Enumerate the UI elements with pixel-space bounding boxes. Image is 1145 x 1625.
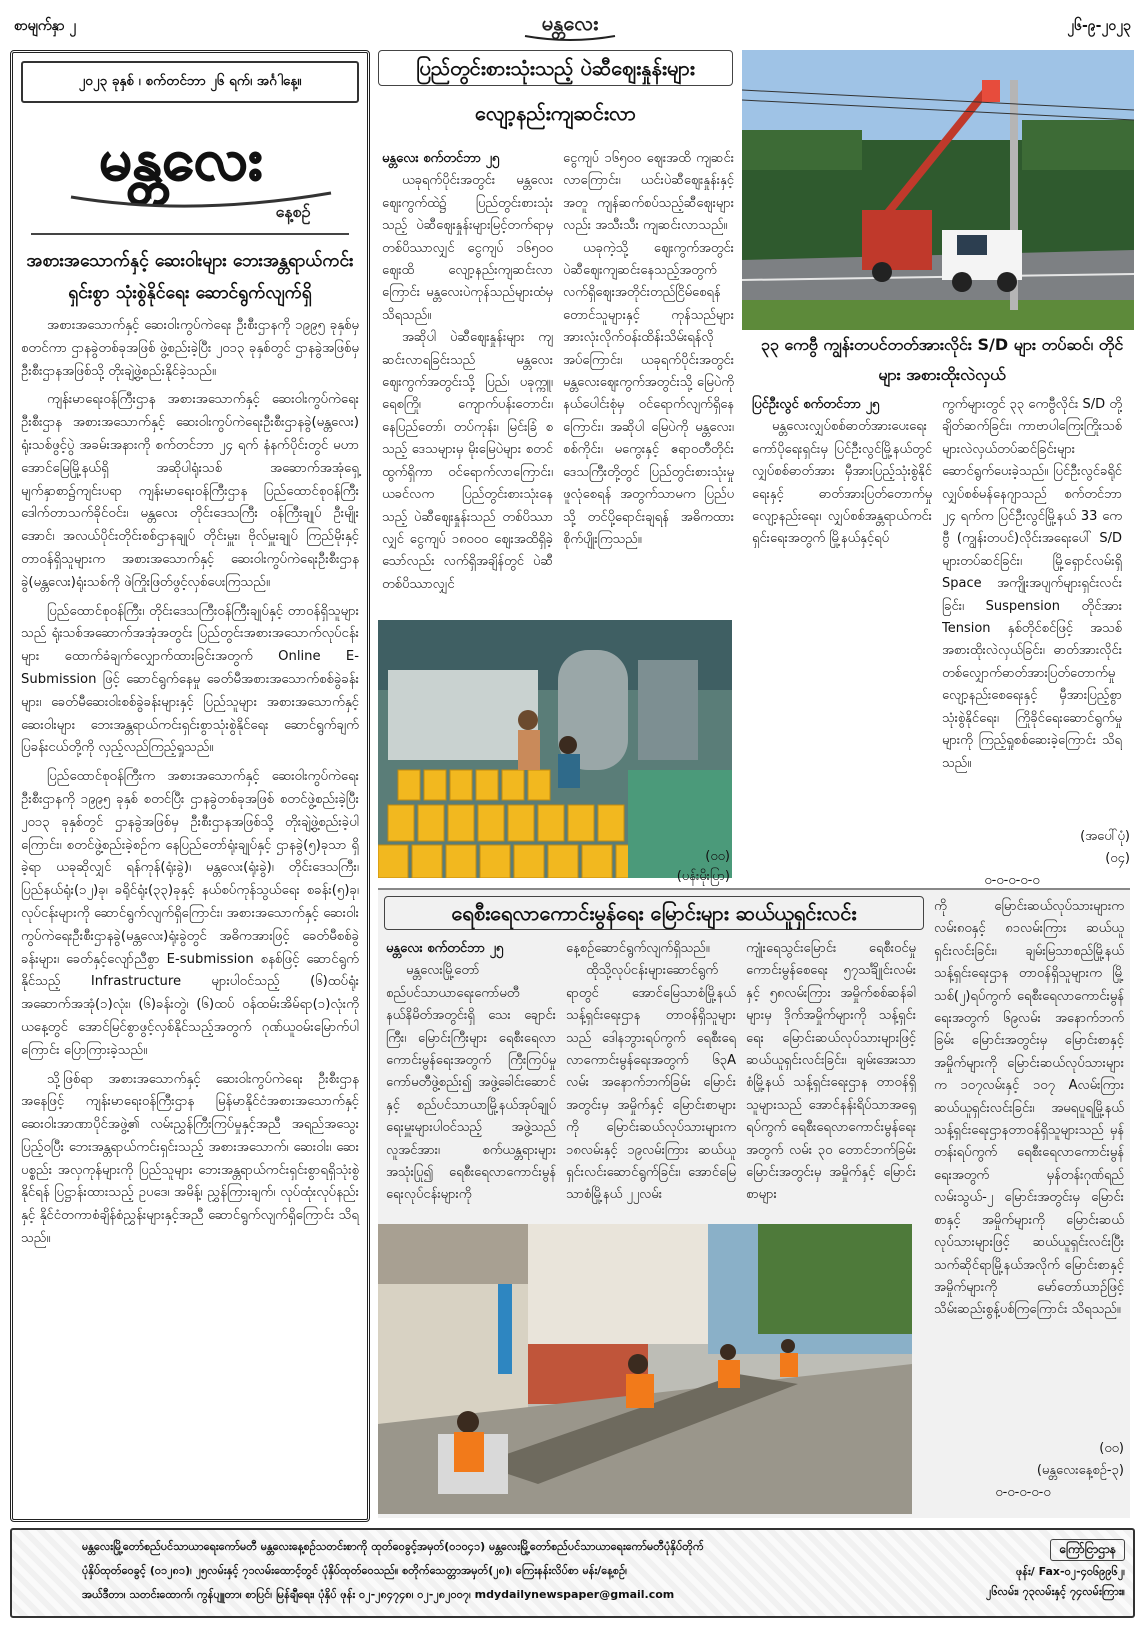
- lead-body: [21, 315, 359, 1251]
- ads-department-title: ကြော်ငြာဌာန: [1050, 1539, 1125, 1561]
- masthead-logo: [31, 109, 361, 227]
- drain-paragraph: ကို မြောင်းဆယ်လုပ်သားများက လမ်း၈၀နှင့် ၈၁လမ်းကြား ဆယ်ယူရှင်းလင်းခြင်း၊ ချမ်းမြသာစည်မြို့နယ် သန့်ရှင်းရေးဌာန တာဝန်ရှိသူများက မြို့သစ်(၂)ရပ်ကွက် ရေစီးရေလာကောင်းမွန်ရေးအတွက် ၆၉လမ်း အနောက်ဘက်ခြမ်း မြောင်းအတွင်းမှ မြောင်းစာနှင့် အမှိုက်များကို မြောင်းဆယ်လုပ်သားများက ၁၀၇လမ်းနှင့် ၁၀၇ Aလမ်းကြား ဆယ်ယူရှင်းလင်းခြင်း၊ အမရပူရမြို့နယ် သန့်ရှင်းရေးဌာနတာဝန်ရှိသူများသည် မှန်တန်းရပ်ကွက် ရေစီးရေလာကောင်းမွန်ရေးအတွက် မှန်တန်းဂုဏ်ရည်လမ်းသွယ်-၂ မြောင်းအတွင်းမှ မြောင်းစာနှင့် အမှိုက်များကို မြောင်းဆယ်လုပ်သားများဖြင့် ဆယ်ယူရှင်းလင်းပြီး သက်ဆိုင်ရာမြို့နယ်အလိုက် မြောင်းစာနှင့်အမှိုက်များကို မော်တော်ယာဉ်ဖြင့် သိမ်းဆည်းစွန့်ပစ်ကြကြောင်း သိရသည်။: [934, 899, 1124, 1318]
- oil-story-col-2: [563, 148, 734, 618]
- masthead-logo-small: [505, 6, 635, 42]
- imprint-line-2: ပုံနှိပ်ထုတ်ဝေခွင့် (၀၁၂၈၁)၊ ၂၅လမ်းနှင့် ၇၁လမ်းထောင့်တွင် ပုံနှိပ်ထုတ်ဝေသည်။ စတိုက်သေတ္တာအမှတ်(၂၈)၊ ကြေးနန်းလိပ်စာ မန်း/နေ့စဉ်၊: [82, 1564, 627, 1577]
- drain-headline: ရေစီးရေလာကောင်းမွန်ရေး မြောင်းများ ဆယ်ယူရှင်းလင်း: [384, 896, 924, 930]
- lead-headline: အစားအသောက်နှင့် ဆေးဝါးများ ဘေးအန္တရာယ်ကင်းရှင်းစွာ သုံးစွဲနိုင်ရေး ဆောင်ရွက်လျက်ရှိ: [26, 251, 354, 303]
- power-story-col-1: [752, 394, 932, 818]
- masthead-subtitle: နေ့စဉ်: [275, 202, 311, 221]
- power-photo-code: (ဝ၄): [1105, 851, 1130, 866]
- oil-paragraph: ငွေကျပ် ၁၆၅၀၀ ဈေးအထိ ကျဆင်းလာကြောင်း၊ ယင်းပဲဆီဈေးနှုန်းနှင့်အတူ ကျန်ဆက်စပ်သည့်ဆီဈေးများလည်း အသီးသီး ကျဆင်းလာသည်။: [563, 151, 734, 234]
- drain-story-col-2: [566, 938, 736, 1228]
- imprint-line-3: အယ်ဒီတာ၊ သတင်းထောက်၊ ကွန်ပျူတာ၊ စာပြင်၊ မြန်ချီရေး၊ ပုံနှိပ် ဖုန်း ၀၂-၂၈၄၇၄၈၊ ၀၂-၂၈၂၀၀၇၊ mdydailynewspaper@gmail.com: [82, 1588, 675, 1601]
- drain-story-col-1: [386, 938, 556, 1228]
- power-photo-credit: (အပေါ်ပုံ): [1080, 829, 1130, 844]
- power-story-columns: [752, 394, 1132, 818]
- oil-photo-credit-code: (ဝဝ): [705, 849, 730, 864]
- drain-story-col-3: [746, 938, 916, 1228]
- power-byline: ပြင်ဦးလွင် စက်တင်ဘာ ၂၅: [752, 397, 880, 412]
- drain-paragraph: ထိုသို့လုပ်ငန်းများဆောင်ရွက်ရာတွင် အောင်မြေသာစံမြို့နယ် သန့်ရှင်းရေးဌာန တာဝန်ရှိသူများသည် ဒေါနဘွားရပ်ကွက် ရေစီးရေလာကောင်းမွန်ရေးအတွက် ၆၃A လမ်း အနောက်ဘက်ခြမ်း မြောင်းအတွင်းမှ အမှိုက်နှင့် မြောင်းစာများကို မြောင်းဆယ်လုပ်သားများက ၁၈လမ်းနှင့် ၁၉လမ်းကြား ဆယ်ယူရှင်းလင်းဆောင်ရွက်ခြင်း၊ အောင်မြေသာစံမြို့နယ် ၂၂လမ်း: [566, 963, 736, 1203]
- page-header: [0, 0, 1145, 50]
- imprint-footer: [10, 1528, 1135, 1618]
- bucket-truck-photo: [742, 50, 1134, 330]
- drain-story: [378, 888, 1130, 1518]
- ads-phone: ဖုန်း/ Fax-၀၂-၄၀၆၉၉၆၂၊: [1016, 1565, 1125, 1578]
- oil-paragraph: ယခုရက်ပိုင်းအတွင်း မန္တလေးဈေးကွက်ထဲ၌ ပြည်တွင်းစားသုံးသည့် ပဲဆီဈေးနှုန်းများမြင့်တက်ရာမှ တစ်ပိဿာလျှင် ငွေကျပ် ၁၆၅၀၀ ဈေးထိ လျော့နည်းကျဆင်းလာကြောင်း မန္တလေးပဲကုန်သည်များထံမှ သိရသည်။: [382, 173, 553, 323]
- drain-story-columns: [386, 938, 926, 1228]
- oil-headline-line2: လျော့နည်းကျဆင်းလာ: [475, 101, 636, 125]
- oil-byline: မန္တလေး စက်တင်ဘာ ၂၅: [382, 151, 500, 166]
- lead-paragraph: ပြည်ထောင်စုဝန်ကြီး၊ တိုင်းဒေသကြီးဝန်ကြီးချုပ်နှင့် တာဝန်ရှိသူများသည် ရုံးသစ်အဆောက်အအုံအတွင်း ပြည်တွင်းအစားအသောက်လုပ်ငန်းများ ထောက်ခံချက်လျှောက်ထားခြင်းအတွက် Online E-Submission ဖြင့် ဆောင်ရွက်နေမှု ခေတ်မီအစားအသောက်စစ်ခွဲခန်းများ၊ ခေတ်မီဆေးဝါးစစ်ခွဲခန်းများနှင့် ပြည်သူများ အစားအသောက်နှင့်ဆေးဝါးများ ဘေးအန္တရာယ်ကင်းရှင်းစွာသုံးစွဲနိုင်ရေး ဆောင်ရွက်ချက် ပြခန်းငယ်တို့ကို လှည့်လည်ကြည့်ရှုသည်။: [21, 603, 359, 756]
- edition-date: ၂၀၂၃ ခုနှစ် ၊ စက်တင်ဘာ ၂၆ ရက်၊ အင်္ဂါနေ့။: [21, 61, 359, 103]
- oil-warehouse-photo: [378, 620, 732, 878]
- drain-credit: (မန္တလေးနေ့စဉ်-၃): [1036, 1463, 1124, 1478]
- page-number: စာမျက်နှာ ၂: [14, 18, 77, 34]
- oil-story-col-1: [382, 148, 553, 618]
- imprint-line-1: မန္တလေးမြို့တော်စည်ပင်သာယာရေးကော်မတီ မန္တလေးနေ့စဉ်သတင်းစာကို ထုတ်ဝေခွင့်အမှတ်(၀၁၀၄၁) မန္တလေးမြို့တော်စည်ပင်သာယာရေးကော်မတီပုံနှိပ်တိုက်: [82, 1540, 704, 1553]
- drain-paragraph: နေ့စဉ်ဆောင်ရွက်လျက်ရှိသည်။: [566, 941, 710, 956]
- ads-department-box: [945, 1538, 1125, 1608]
- drain-story-side: [934, 896, 1124, 1456]
- lead-paragraph: အစားအသောက်နှင့် ဆေးဝါးကွပ်ကဲရေး ဦးစီးဌာနကို ၁၉၉၅ ခုနှစ်မှ စတင်ကာ ဌာနခွဲတစ်ခုအဖြစ် ဖွဲ့စည်းခဲ့ပြီး ၂၀၁၃ ခုနှစ်တွင် ဌာနခွဲအဖြစ်မှ ဦးစီးဌာနအဖြစ်သို့ တိုးချဲ့ဖွဲ့စည်းနိုင်ခဲ့သည်။: [21, 318, 359, 379]
- lead-paragraph: ကျန်းမာရေးဝန်ကြီးဌာန အစားအသောက်နှင့် ဆေးဝါးကွပ်ကဲရေးဦးစီးဌာန အစားအသောက်နှင့် ဆေးဝါးကွပ်ကဲရေးဦးစီးဌာနခွဲ(မန္တလေး) ရုံးသစ်ဖွင့်ပွဲ အခမ်းအနားကို စက်တင်ဘာ ၂၄ ရက် နံနက်ပိုင်းတွင် မဟာအောင်မြေမြို့နယ်ရှိ အဆိုပါရုံးသစ် အဆောက်အအုံရှေ့မျက်နှာစာ၌ကျင်းပရာ ကျန်းမာရေးဝန်ကြီးဌာန ပြည်ထောင်စုဝန်ကြီး ဒေါက်တာသက်ခိုင်ဝင်း၊ မန္တလေး တိုင်းဒေသကြီး ဝန်ကြီးချုပ် ဦးမျိုးအောင်၊ အလယ်ပိုင်းတိုင်းစစ်ဌာနချုပ် တိုင်းမှူး၊ ဗိုလ်မှူးချုပ် ကြည်မိုးနှင့် တာဝန်ရှိသူများက အစားအသောက်နှင့် ဆေးဝါးကွပ်ကဲရေးဦးစီးဌာနခွဲ(မန္တလေး)ရုံးသစ်ကို ဖဲကြိုးဖြတ်ဖွင့်လှစ်ပေးကြသည်။: [21, 392, 359, 590]
- lead-paragraph: သို့ဖြစ်ရာ အစားအသောက်နှင့် ဆေးဝါးကွပ်ကဲရေး ဦးစီးဌာနအနေဖြင့် ကျန်းမာရေးဝန်ကြီးဌာန မြန်မာနိုင်ငံအစားအသောက်နှင့် ဆေးဝါးအာဏာပိုင်အဖွဲ့၏ လမ်းညွှန်ကြီးကြပ်မှုနှင့်အညီ အရည်အသွေးပြည့်ဝပြီး ဘေးအန္တရာယ်ကင်းရှင်းသည့် အစားအသောက်၊ ဆေးဝါး၊ ဆေးပစ္စည်း အလှကုန်များကို ပြည်သူများ ဘေးအန္တရာယ်ကင်းရှင်းစွာရရှိသုံးစွဲနိုင်ရန် ပြဋ္ဌာန်းထားသည့် ဥပဒေ၊ အမိန့်၊ ညွှန်ကြားချက်၊ လုပ်ထုံးလုပ်နည်းနှင့် နိုင်ငံတကာစံချိန်စံညွှန်းများနှင့်အညီ ဆောင်ရွက်လျက်ရှိကြောင်း သိရသည်။: [21, 1071, 359, 1247]
- drain-paragraph: ကျုံးရေသွင်းမြောင်း ရေစီးဝင်မှုကောင်းမွန်စေရေး ၅၇သင်္ချိုင်းလမ်းနှင့် ၅၈လမ်းကြား အမှိုက်စစ်ဆန်ခါများမှ ဒိုက်အမှိုက်များကို သန့်ရှင်းရေး မြောင်းဆယ်လုပ်သားများဖြင့် ဆယ်ယူရှင်းလင်းခြင်း၊ ချမ်းအေးသာစံမြို့နယ် သန့်ရှင်းရေးဌာန တာဝန်ရှိသူများသည် အောင်နန်းရိပ်သာအရှေ့ရပ်ကွက် ရေစီးရေလာကောင်းမွန်ရေးအတွက် လမ်း ၃၀ တောင်ဘက်ခြမ်း မြောင်းအတွင်းမှ အမှိုက်နှင့် မြောင်းစာများ: [746, 941, 916, 1203]
- oil-paragraph: အဆိုပါ ပဲဆီဈေးနှုန်းများ ကျဆင်းလာရခြင်းသည် မန္တလေးဈေးကွက်အတွင်းသို့ ပြည်၊ ပခုက္ကူ၊ ရေစကြို၊ ကျောက်ပန်းတောင်း၊ နေပြည်တော်၊ တပ်ကုန်း၊ မြင်းခြံ စသည့် ဒေသများမှ မိုးမြေပဲများ စတင်ထွက်ရှိကာ ဝင်ရောက်လာကြောင်း၊ ယခင်လက ပြည်တွင်းစားသုံးနေသည့် ပဲဆီဈေးနှုန်းသည် တစ်ပိဿာလျှင် ငွေကျပ် ၁၈၀၀၀ ဈေးအထိရှိခဲ့သော်လည်း လက်ရှိအချိန်တွင် ပဲဆီတစ်ပိဿာလျှင်: [382, 330, 553, 592]
- drain-end-mark: ဝ-ဝ-ဝ-ဝ-ဝ: [995, 1485, 1051, 1500]
- lead-story-column: [10, 50, 370, 1522]
- oil-photo-credit: (ပန်းမိုးပြာ): [676, 869, 730, 884]
- drain-paragraph: မန္တလေးမြို့တော်စည်ပင်သာယာရေးကော်မတီ နယ်နိမိတ်အတွင်းရှိ သေး ချောင်းကြီး၊ မြောင်းကြီးများ ရေစီးရေလာကောင်းမွန်ရေးအတွက် ကြီးကြပ်မှုကော်မတီဖွဲ့စည်း၍ အဖွဲ့ခေါင်းဆောင်နှင့် စည်ပင်သာယာမြို့နယ်အုပ်ချုပ်ရေးမှူးများပါဝင်သည့် အဖွဲ့သည် လူအင်အား၊ စက်ယန္တရားများ အသုံးပြု၍ ရေစီးရေလာကောင်းမွန်ရေးလုပ်ငန်းများကို: [386, 963, 556, 1203]
- oil-story-columns: [382, 148, 734, 618]
- oil-headline-line1: ပြည်တွင်းစားသုံးသည့် ပဲဆီဈေးနှုန်းများ: [378, 50, 733, 86]
- power-paragraph: ကွက်များတွင် ၃၃ ကေဗွီလိုင်း S/D တို့ချိတ်ဆက်ခြင်း၊ ကာဗာပါကြေးကြိုးသစ်များလဲလှယ်တပ်ဆင်ခြင်းများ ဆောင်ရွက်ပေးခဲ့သည်။ ပြင်ဦးလွင်ခရိုင် လျှပ်စစ်မန်နေဂျာသည် စက်တင်ဘာ ၂၄ ရက်က ပြင်ဦးလွင်မြို့နယ် 33 ကေဗွီ (ကျွန်းတပင်)လိုင်းအရေးပေါ် S/D များတပ်ဆင်ခြင်း၊ မြို့ရှောင်လမ်းရှိ Space အကျိုးအပျက်များရှင်းလင်းခြင်း၊ Suspension တိုင်အား Tension နှစ်တိုင်စင်ဖြင့် အသစ်အစားထိုးလဲလှယ်ခြင်း၊ ဓာတ်အားလိုင်းတစ်လျှောက်ဓာတ်အားပြတ်တောက်မှုလျော့နည်းစေရေးနှင့် မှီအားပြည့်စွာသုံးစွဲနိုင်ရေး၊ ကြိုခိုင်ရေးဆောင်ရွက်မှုများကို ကြည့်ရှုစစ်ဆေးခဲ့ကြောင်း သိရသည်။: [942, 397, 1122, 771]
- masthead: [21, 109, 359, 229]
- power-end-mark: ဝ-ဝ-ဝ-ဝ-ဝ: [984, 873, 1040, 888]
- ads-address: ၂၆လမ်း၊ ၇၃လမ်းနှင့် ၇၄လမ်းကြား။: [986, 1585, 1125, 1598]
- masthead-title: မန္တလေး: [99, 125, 263, 193]
- oil-price-headline: [378, 50, 733, 140]
- page-date: ၂၆-၉-၂၀၂၃: [1067, 18, 1131, 34]
- drain-story-col-4: [934, 896, 1124, 1456]
- power-line-headline: ၃၃ ကေဗွီ ကျွန်းတပင်တတ်အားလိုင်း S/D များ တပ်ဆင်၊ တိုင်များ အစားထိုးလဲလှယ်: [760, 335, 1124, 384]
- drain-credit-code: (ဝဝ): [1099, 1441, 1124, 1456]
- power-story-col-2: [942, 394, 1122, 818]
- logo-small-text: မန္တလေး: [541, 11, 599, 35]
- drain-workers-photo: [378, 1224, 912, 1514]
- oil-paragraph: ယခုကဲ့သို့ ဈေးကွက်အတွင်း ပဲဆီဈေးကျဆင်းနေသည့်အတွက် လက်ရှိဈေးအတိုင်းတည်ငြိမ်စေရန် တောင်သူများနှင့် ကုန်သည်များ အားလုံးလိုက်ဝန်းထိန်းသိမ်းရန်လိုအပ်ကြောင်း၊ ယခုရက်ပိုင်းအတွင်း မန္တလေးဈေးကွက်အတွင်းသို့ မြေပဲကိုနယ်ပေါင်းစုံမှ ဝင်ရောက်လျက်ရှိနေကြောင်း၊ အဆိုပါ မြေပဲကို မန္တလေး၊ စစ်ကိုင်း၊ မကွေးနှင့် ဧရာဝတီတိုင်းဒေသကြီးတို့တွင် ပြည်တွင်းစားသုံးမှုဖူလုံစေရန် အတွက်သာမက ပြည်ပသို့ တင်ပို့ရောင်းချရန် အဓိကထားစိုက်ပျိုးကြသည်။: [563, 240, 734, 547]
- lead-paragraph: ပြည်ထောင်စုဝန်ကြီးက အစားအသောက်နှင့် ဆေးဝါးကွပ်ကဲရေးဦးစီးဌာနကို ၁၉၉၅ ခုနှစ် စတင်ပြီး ဌာနခွဲတစ်ခုအဖြစ် စတင်ဖွဲ့စည်းခဲ့ပြီး ၂၀၁၃ ခုနှစ်တွင် ဌာနခွဲအဖြစ်မှ ဦးစီးဌာနအဖြစ်သို့ တိုးချဲ့ဖွဲ့စည်းခဲ့ပါကြောင်း၊ စတင်ဖွဲ့စည်းခဲ့စဉ်က နေပြည်တော်ရုံးချုပ်နှင့် ဌာနခွဲ(၅)ခုသာ ရှိခဲ့ရာ ယခုဆိုလျှင် ရန်ကုန်(ရုံးခွဲ)၊ မန္တလေး(ရုံးခွဲ)၊ တိုင်းဒေသကြီး၊ ပြည်နယ်ရုံး(၁၂)ခု၊ ခရိုင်ရုံး(၃၃)ခုနှင့် နယ်စပ်ကုန်သွယ်ရေး စခန်း(၅)ခု၊ လုပ်ငန်းများကို ဆောင်ရွက်လျက်ရှိကြောင်း၊ အစားအသောက်နှင့် ဆေးဝါး ကွပ်ကဲရေးဦးစီးဌာနခွဲ(မန္တလေး)ရုံးခွဲတွင် အဓိကအားဖြင့် ခေတ်မီစစ်ခွဲခန်းများ၊ ခေတ်နှင့်လျော်ညီစွာ E-submission စနစ်ဖြင့် ဆောင်ရွက်နိုင်သည့် Infrastructure များပါဝင်သည့် (၆)ထပ်ရုံးအဆောက်အအုံ(၁)လုံး၊ (၆)ခန်းတွဲ၊ (၆)ထပ် ဝန်ထမ်းအိမ်ရာ(၁)လုံးကို ယနေ့တွင် အောင်မြင်စွာဖွင့်လှစ်နိုင်သည့်အတွက် ဂုဏ်ယူဝမ်းမြောက်ပါကြောင်း ပြောကြားခဲ့သည်။: [21, 769, 359, 1058]
- power-paragraph: မန္တလေးလျှပ်စစ်ဓာတ်အားပေးရေးကော်ပိုရေးရှင်းမှ ပြင်ဦးလွင်မြို့နယ်တွင် လျှပ်စစ်ဓာတ်အား မှီအားပြည့်သုံးစွဲနိုင်ရေးနှင့် ဓာတ်အားပြတ်တောက်မှုလျော့နည်းရေး၊ လျှပ်စစ်အန္တရာယ်ကင်းရှင်းရေးအတွက် မြို့နယ်နှင့်ရပ်: [752, 419, 932, 547]
- drain-byline: မန္တလေး စက်တင်ဘာ ၂၅: [386, 941, 504, 956]
